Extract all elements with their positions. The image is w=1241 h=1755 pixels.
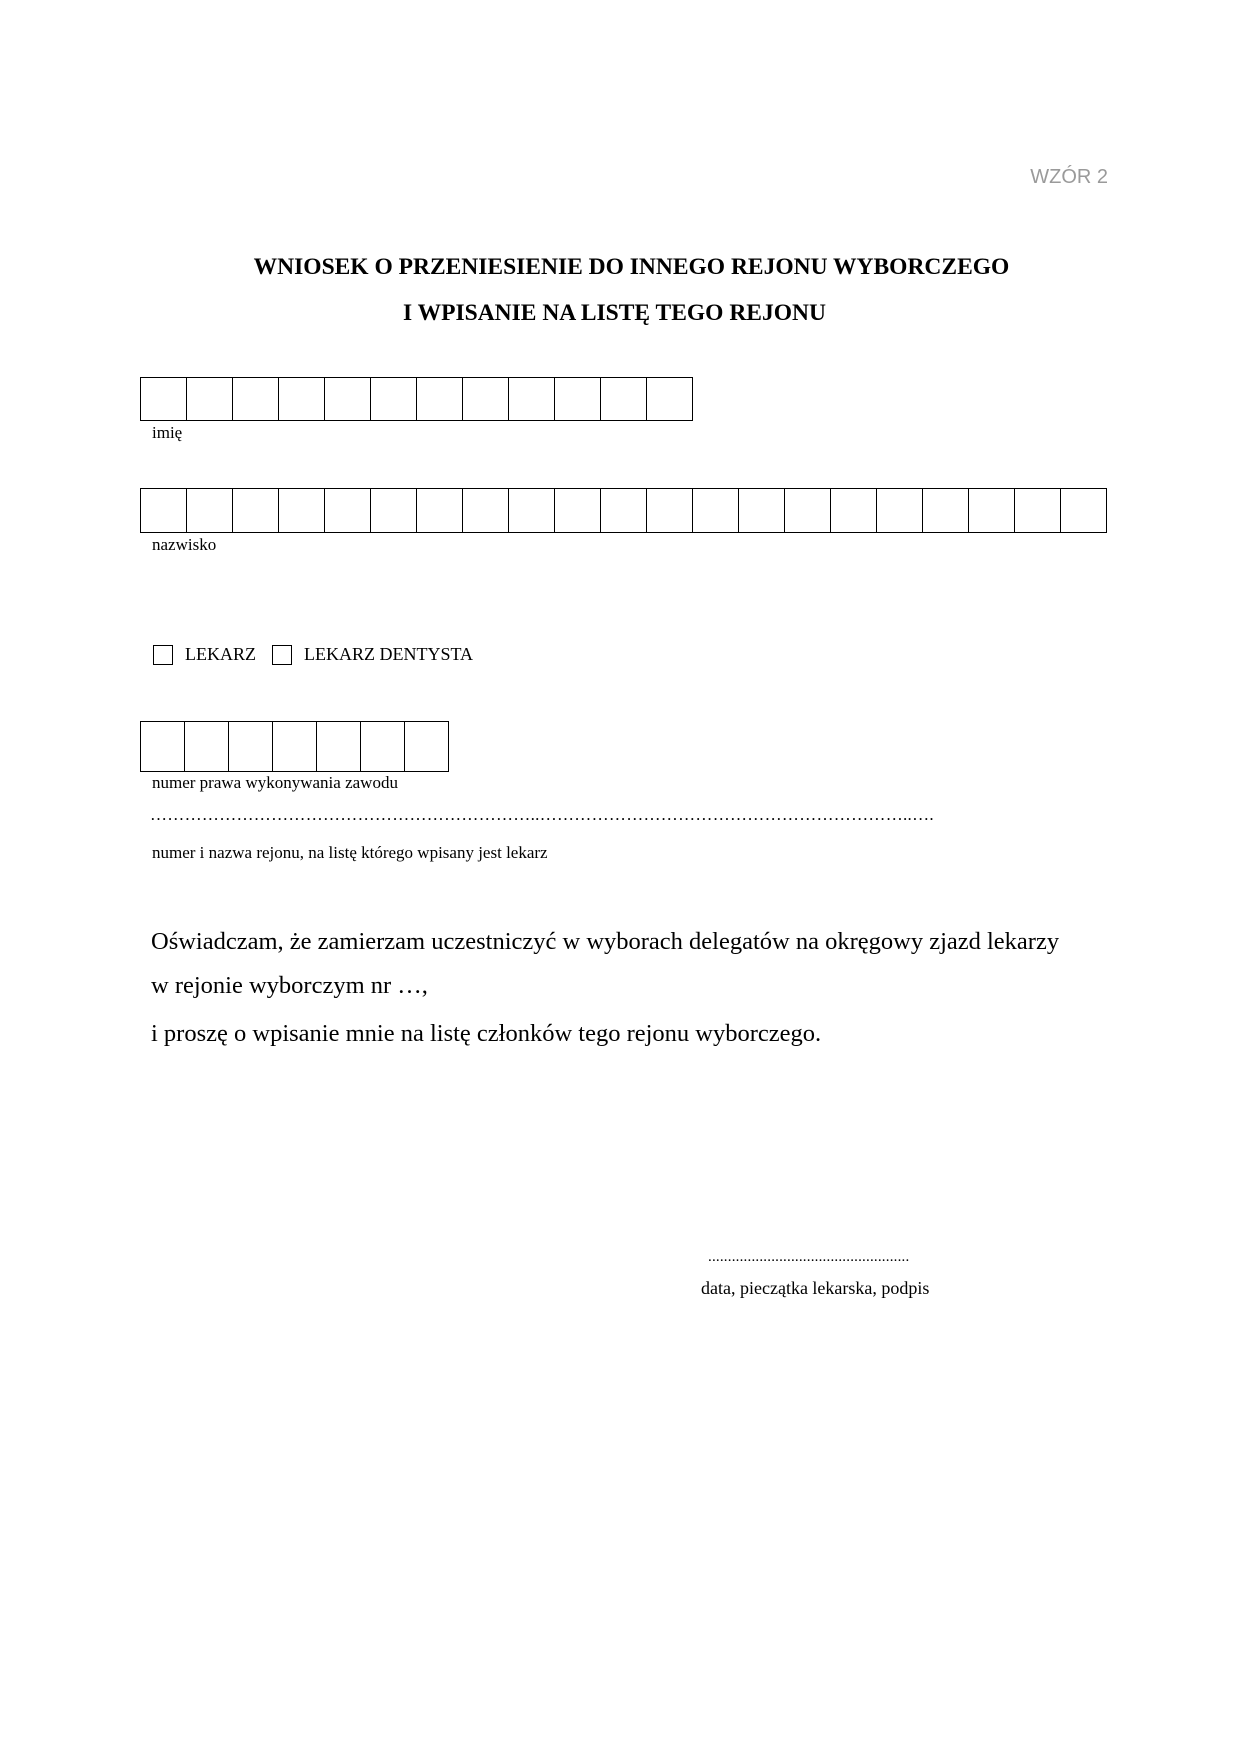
char-box[interactable] [877,489,923,532]
char-box[interactable] [1061,489,1107,532]
statement-line-1: Oświadczam, że zamierzam uczestniczyć w wyborach delegatów na okręgowy zjazd lekarzy [151,928,1060,955]
region-fill-line[interactable]: …………………………………………………………..………………………………………………………..…. [150,805,934,824]
char-box[interactable] [325,489,371,532]
char-box[interactable] [555,378,601,420]
char-box[interactable] [371,489,417,532]
char-box[interactable] [361,722,405,771]
last-name-boxes[interactable] [140,488,1107,533]
lekarz-dentysta-checkbox[interactable] [272,645,292,665]
char-box[interactable] [739,489,785,532]
char-box[interactable] [141,489,187,532]
char-box[interactable] [279,489,325,532]
statement-line-3: i proszę o wpisanie mnie na listę członków tego rejonu wyborczego. [151,1020,822,1047]
char-box[interactable] [831,489,877,532]
license-number-label: numer prawa wykonywania zawodu [152,773,398,792]
lekarz-dentysta-label: LEKARZ DENTYSTA [304,644,474,664]
char-box[interactable] [233,489,279,532]
region-label: numer i nazwa rejonu, na listę którego wpisany jest lekarz [152,843,548,862]
template-label: WZÓR 2 [1030,166,1108,188]
char-box[interactable] [555,489,601,532]
char-box[interactable] [923,489,969,532]
signature-fill-line[interactable]: ................................................... [708,1249,910,1265]
char-box[interactable] [187,378,233,420]
char-box[interactable] [233,378,279,420]
document-title-line-2: I WPISANIE NA LISTĘ TEGO REJONU [403,300,826,326]
first-name-boxes[interactable] [140,377,693,421]
char-box[interactable] [141,378,187,420]
char-box[interactable] [185,722,229,771]
signature-label: data, pieczątka lekarska, podpis [701,1278,930,1298]
char-box[interactable] [325,378,371,420]
char-box[interactable] [509,378,555,420]
char-box[interactable] [647,489,693,532]
char-box[interactable] [141,722,185,771]
last-name-label: nazwisko [152,535,217,554]
char-box[interactable] [509,489,555,532]
profession-options [153,644,489,665]
char-box[interactable] [317,722,361,771]
char-box[interactable] [463,378,509,420]
lekarz-checkbox[interactable] [153,645,173,665]
char-box[interactable] [371,378,417,420]
document-title-line-1: WNIOSEK O PRZENIESIENIE DO INNEGO REJONU WYBORCZEGO [253,254,1010,280]
char-box[interactable] [417,378,463,420]
first-name-label: imię [152,423,183,442]
char-box[interactable] [785,489,831,532]
char-box[interactable] [417,489,463,532]
char-box[interactable] [601,378,647,420]
char-box[interactable] [601,489,647,532]
char-box[interactable] [463,489,509,532]
statement-line-2: w rejonie wyborczym nr …, [151,972,428,999]
char-box[interactable] [229,722,273,771]
lekarz-label: LEKARZ [185,644,256,664]
license-number-boxes[interactable] [140,721,449,772]
char-box[interactable] [693,489,739,532]
char-box[interactable] [647,378,693,420]
char-box[interactable] [279,378,325,420]
char-box[interactable] [405,722,449,771]
char-box[interactable] [187,489,233,532]
char-box[interactable] [1015,489,1061,532]
char-box[interactable] [969,489,1015,532]
char-box[interactable] [273,722,317,771]
